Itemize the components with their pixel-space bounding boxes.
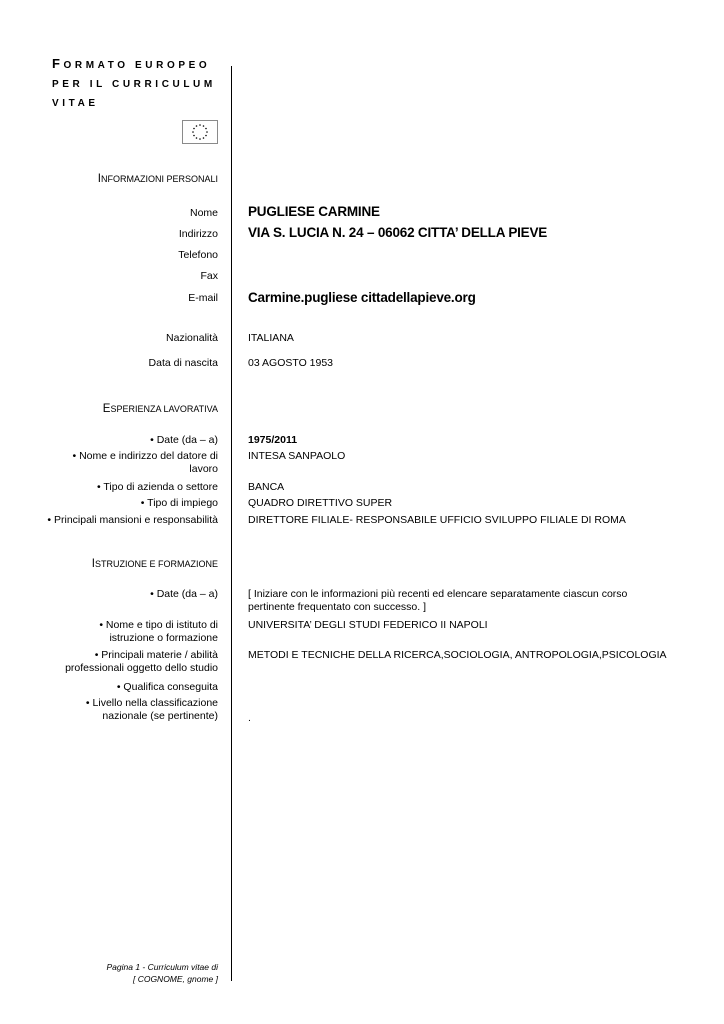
value-edu-date: [ Iniziare con le informazioni più recenti ed elencare separatamente ciascun corso pertinente frequentato con successo. ] (248, 588, 628, 613)
label-edu-date: • Date (da – a) (150, 588, 218, 600)
value-indirizzo: VIA S. LUCIA N. 24 – 06062 CITTA’ DELLA PIEVE (248, 225, 548, 240)
column-divider (231, 66, 232, 981)
label-email: E-mail (188, 292, 218, 304)
label-institute: • Nome e tipo di istituto di istruzione o formazione (99, 619, 218, 644)
eu-flag-icon (182, 120, 218, 144)
value-employer: INTESA SANPAOLO (248, 450, 346, 462)
label-indirizzo: Indirizzo (178, 228, 218, 240)
value-nome: PUGLIESE CARMINE (248, 204, 380, 219)
label-work-date: • Date (da – a) (150, 434, 218, 446)
value-nazionalita: ITALIANA (248, 332, 294, 344)
label-qualification: • Qualifica conseguita (116, 681, 218, 693)
section-heading-work: ESPERIENZA LAVORATIVA (102, 403, 218, 415)
title-line-3: VITAE (52, 98, 99, 109)
label-job-type: • Tipo di impiego (140, 497, 218, 509)
section-heading-personal: INFORMAZIONI PERSONALI (97, 173, 218, 185)
title-line-2: PER IL CURRICULUM (52, 79, 216, 90)
value-sector: BANCA (248, 481, 285, 493)
label-level: • Livello nella classificazione nazionale (se pertinente) (85, 697, 218, 722)
title-initial: F (52, 56, 64, 71)
label-data-nascita: Data di nascita (148, 357, 218, 369)
cv-format-title (52, 54, 222, 113)
value-job-type: QUADRO DIRETTIVO SUPER (248, 497, 393, 509)
label-telefono: Telefono (178, 249, 218, 261)
value-subjects: METODI E TECNICHE DELLA RICERCA,SOCIOLOGIA, ANTROPOLOGIA,PSICOLOGIA (248, 649, 667, 661)
footer-line-1: Pagina 1 - Curriculum vitae di (106, 962, 218, 972)
label-fax: Fax (200, 270, 218, 282)
label-nazionalita: Nazionalità (166, 332, 218, 344)
section-heading-education: ISTRUZIONE E FORMAZIONE (91, 558, 218, 570)
value-data-nascita: 03 AGOSTO 1953 (248, 357, 334, 369)
label-sector: • Tipo di azienda o settore (96, 481, 218, 493)
label-nome: Nome (189, 207, 218, 219)
page-footer (107, 961, 219, 985)
title-line-1: ORMATO EUROPEO (63, 60, 211, 71)
value-institute: UNIVERSITA’ DEGLI STUDI FEDERICO II NAPOLI (248, 619, 488, 631)
value-email: Carmine.pugliese cittadellapieve.org (248, 290, 476, 305)
value-level: . (248, 712, 251, 724)
label-duties: • Principali mansioni e responsabilità (47, 514, 218, 526)
value-work-date: 1975/2011 (248, 434, 298, 446)
label-subjects: • Principali materie / abilità professionali oggetto dello studio (65, 649, 218, 674)
label-employer: • Nome e indirizzo del datore di lavoro (72, 450, 218, 475)
value-duties: DIRETTORE FILIALE- RESPONSABILE UFFICIO SVILUPPO FILIALE DI ROMA (248, 514, 626, 526)
footer-line-2: [ COGNOME, gnome ] (132, 974, 218, 984)
